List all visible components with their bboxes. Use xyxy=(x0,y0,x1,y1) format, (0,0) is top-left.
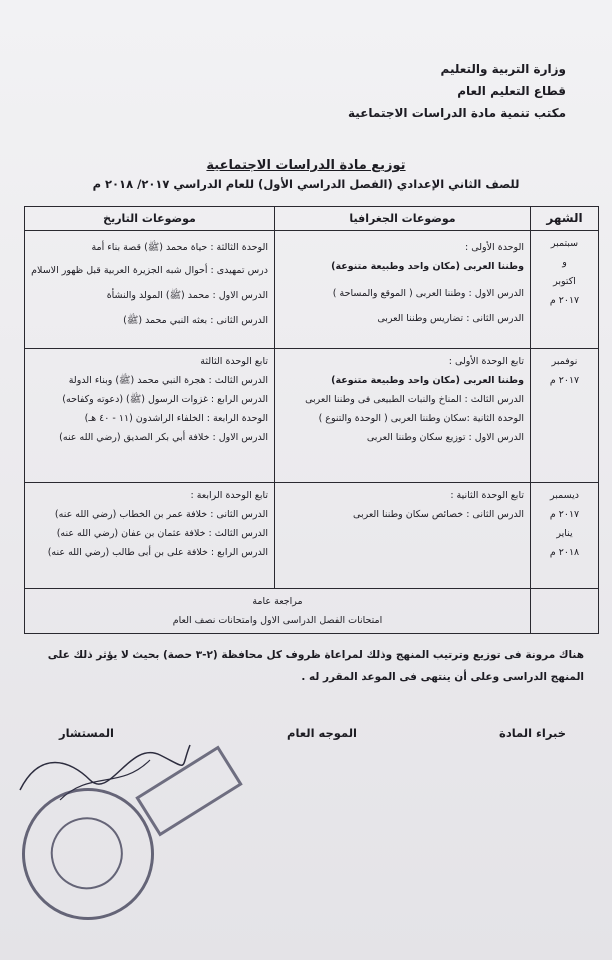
geography-line: وطننا العربى (مكان واحد وطبيعة متنوعة) xyxy=(331,375,524,386)
schedule-table xyxy=(24,206,599,634)
geography-line: الدرس الاول : توزيع سكان وطننا العربى xyxy=(366,432,524,443)
geography-line: تابع الوحدة الأولى : xyxy=(448,356,524,367)
month-cell xyxy=(531,231,599,349)
table-row xyxy=(25,589,599,634)
history-line: درس تمهيدى : أحوال شبه الجزيرة العربية قبل ظهور الاسلام xyxy=(31,265,268,276)
month-line: ديسمبر xyxy=(550,490,579,501)
history-line: الوحدة الثالثة : حياة محمد (ﷺ) قصة بناء أمة xyxy=(91,242,268,253)
geography-column-header: موضوعات الجغرافيا xyxy=(275,207,531,231)
table-row xyxy=(25,349,599,483)
history-line: الدرس الثانى : خلافة عمر بن الخطاب (رضي الله عنه) xyxy=(54,509,268,520)
month-line: ٢٠١٧ م xyxy=(549,375,580,386)
ministry-header xyxy=(326,58,566,124)
geography-cell xyxy=(275,483,531,589)
geography-line: وطننا العربى (مكان واحد وطبيعة متنوعة) xyxy=(331,261,524,272)
signature-advisor: المستشار xyxy=(58,726,114,740)
round-stamp-inner xyxy=(43,810,130,897)
document-title: توزيع مادة الدراسات الاجتماعية xyxy=(206,158,406,173)
flexibility-note: هناك مرونة فى توزيع وترتيب المنهج وذلك لمراعاة ظروف كل محافظة (٢-٣ حصة) بحيث لا يؤثر ذلك على المنهج الدراسى وعلى أن ينتهى فى الموعد المقرر له . xyxy=(47,649,584,683)
table-row xyxy=(25,483,599,589)
history-cell xyxy=(25,349,275,483)
month-line: و xyxy=(562,257,567,268)
month-line: سبتمبر xyxy=(550,238,579,249)
review-exams: امتحانات الفصل الدراسى الاول وامتحانات نصف العام xyxy=(172,615,383,626)
table-header-row xyxy=(25,207,599,231)
signature-experts: خبراء المادة xyxy=(499,726,566,740)
geography-cell xyxy=(275,349,531,483)
history-cell xyxy=(25,483,275,589)
month-line: ٢٠١٨ م xyxy=(549,547,580,558)
document-subtitle: للصف الثاني الإعدادي (الفصل الدراسي الأول) للعام الدراسي ٢٠١٧/ ٢٠١٨ م xyxy=(92,177,520,191)
geography-line: الوحدة الثانية :سكان وطننا العربى ( الوحدة والتنوع ) xyxy=(318,413,524,424)
month-line: ٢٠١٧ م xyxy=(549,509,580,520)
signature-supervisor: الموجه العام xyxy=(287,726,357,740)
geography-line: تابع الوحدة الثانية : xyxy=(450,490,524,501)
history-column-header: موضوعات التاريخ xyxy=(25,207,275,231)
history-line: الدرس الاول : خلافة أبي بكر الصديق (رضي الله عنه) xyxy=(59,432,268,443)
geography-line: الدرس الثانى : خصائص سكان وطننا العربى xyxy=(353,509,524,520)
month-line: ٢٠١٧ م xyxy=(549,295,580,306)
geography-line: الدرس الثانى : تضاريس وطننا العربى xyxy=(377,313,524,324)
month-cell xyxy=(531,483,599,589)
month-column-header: الشهر xyxy=(531,207,599,231)
month-line: نوفمبر xyxy=(551,356,578,367)
month-line: اكتوبر xyxy=(553,276,576,287)
history-line: الدرس الثانى : بعثه النبي محمد (ﷺ) xyxy=(123,315,268,326)
history-line: الدرس الرابع : خلافة على بن أبى طالب (رضي الله عنه) xyxy=(47,547,268,558)
history-line: تابع الوحدة الرابعة : xyxy=(190,490,268,501)
review-cell xyxy=(25,589,531,634)
history-line: الدرس الثالث : خلافة عثمان بن عفان (رضي الله عنه) xyxy=(56,528,268,539)
review-title: مراجعة عامة xyxy=(252,596,303,607)
geography-line: الوحدة الأولى : xyxy=(465,242,524,253)
header-line-3: مكتب تنمية مادة الدراسات الاجتماعية xyxy=(348,106,566,120)
history-cell xyxy=(25,231,275,349)
history-line: الدرس الرابع : غزوات الرسول (ﷺ) (دعوته وكفاحه) xyxy=(62,394,268,405)
history-line: الوحدة الرابعة : الخلفاء الراشدون (١١ - ٤٠ هـ) xyxy=(84,413,268,424)
month-line: يناير xyxy=(556,528,573,539)
header-line-1: وزارة التربية والتعليم xyxy=(440,62,566,76)
header-line-2: قطاع التعليم العام xyxy=(457,84,566,98)
geography-line: الدرس الاول : وطننا العربى ( الموقع والمساحة ) xyxy=(332,288,524,299)
month-cell xyxy=(531,349,599,483)
history-line: الدرس الاول : محمد (ﷺ) المولد والنشأة xyxy=(106,290,268,301)
review-month-cell xyxy=(531,589,599,634)
table-row xyxy=(25,231,599,349)
document-titles xyxy=(0,158,612,191)
history-line: الدرس الثالث : هجرة النبي محمد (ﷺ) وبناء الدولة xyxy=(68,375,268,386)
history-line: تابع الوحدة الثالثة xyxy=(200,356,268,367)
geography-line: الدرس الثالث : المناخ والنبات الطبيعى فى وطننا العربى xyxy=(305,394,524,405)
geography-cell xyxy=(275,231,531,349)
